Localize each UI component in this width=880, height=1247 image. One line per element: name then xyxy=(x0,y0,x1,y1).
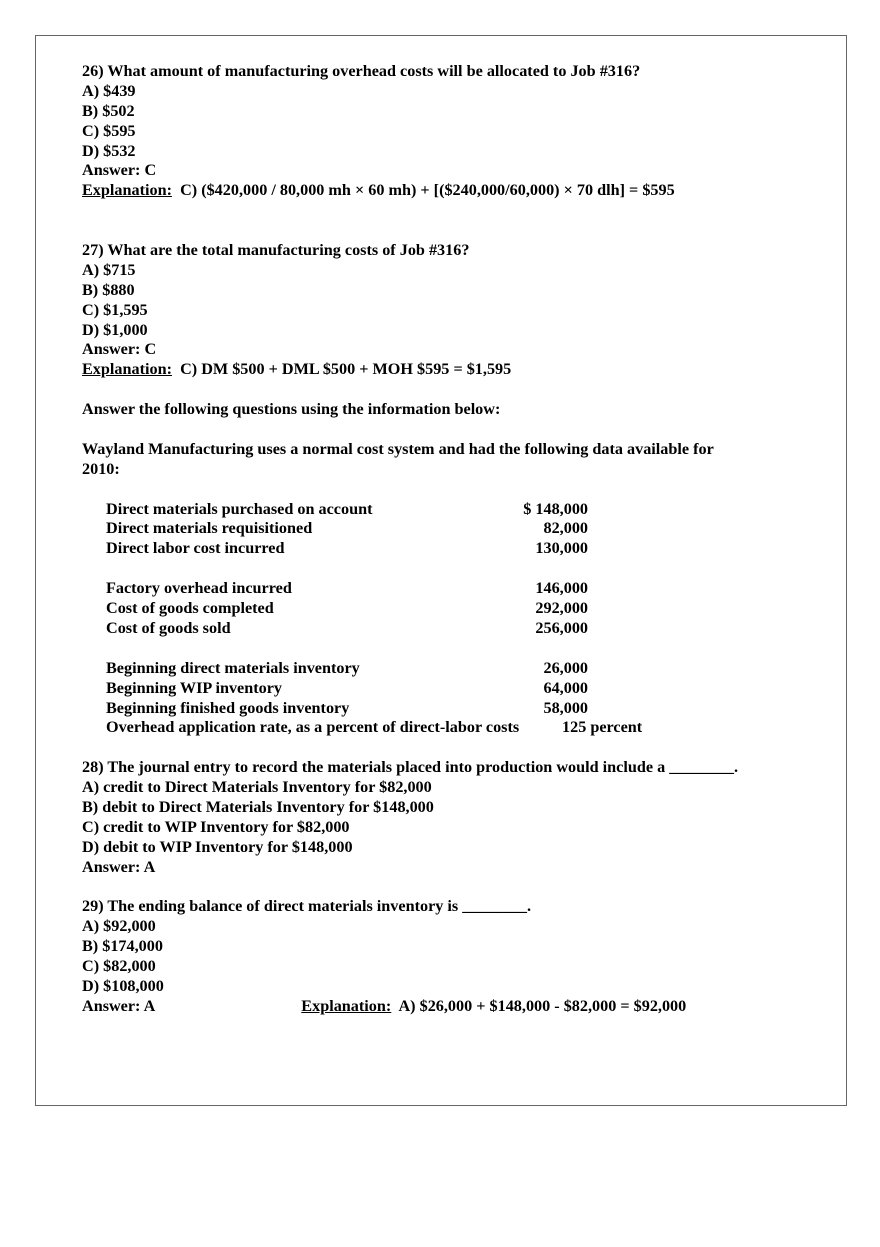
answer: Answer: A xyxy=(82,857,156,876)
explanation-text: A) $26,000 + $148,000 - $82,000 = $92,000 xyxy=(398,996,687,1015)
option-a: A) $92,000 xyxy=(82,917,156,936)
table-row xyxy=(82,679,822,699)
question-text: 27) What are the total manufacturing costs of Job #316? xyxy=(82,241,470,260)
row-label: Cost of goods completed xyxy=(106,599,274,618)
table-row xyxy=(82,659,822,679)
row-value: 146,000 xyxy=(535,579,588,598)
row-value: 256,000 xyxy=(535,618,588,637)
option-c: C) $82,000 xyxy=(82,957,156,976)
row-value: 82,000 xyxy=(543,519,588,538)
row-label: Beginning finished goods inventory xyxy=(106,698,350,717)
question-29 xyxy=(82,897,822,1016)
explanation xyxy=(82,360,822,380)
option-c: C) $1,595 xyxy=(82,300,148,319)
explanation-text: C) DM $500 + DML $500 + MOH $595 = $1,595 xyxy=(180,360,512,379)
option-b: B) debit to Direct Materials Inventory for $148,000 xyxy=(82,797,434,816)
row-value: 292,000 xyxy=(535,599,588,618)
row-value: 130,000 xyxy=(535,539,588,558)
option-b: B) $502 xyxy=(82,101,135,120)
option-c: C) $595 xyxy=(82,121,136,140)
explanation-label: Explanation: xyxy=(82,181,172,200)
answer: Answer: C xyxy=(82,161,157,180)
instructions: Answer the following questions using the information below: xyxy=(82,400,501,419)
row-value: 26,000 xyxy=(543,658,588,677)
question-text: 29) The ending balance of direct materials inventory is ________. xyxy=(82,897,532,916)
option-d: D) $1,000 xyxy=(82,320,148,339)
option-a: A) $715 xyxy=(82,260,136,279)
table-row xyxy=(82,519,822,539)
explanation xyxy=(82,181,822,201)
row-label: Direct materials purchased on account xyxy=(106,499,373,518)
option-a: A) credit to Direct Materials Inventory for $82,000 xyxy=(82,778,432,797)
table-row xyxy=(82,619,822,639)
table-row xyxy=(82,539,822,559)
row-label: Direct materials requisitioned xyxy=(106,519,313,538)
table-row xyxy=(82,579,822,599)
question-26 xyxy=(82,62,822,201)
row-value: $ 148,000 xyxy=(523,499,588,518)
option-d: D) $108,000 xyxy=(82,976,164,995)
answer: Answer: A xyxy=(82,996,156,1015)
table-row xyxy=(82,699,822,719)
overhead-rate-row xyxy=(82,718,822,738)
table-row xyxy=(82,599,822,619)
row-label: Factory overhead incurred xyxy=(106,579,292,598)
scenario-line-2: 2010: xyxy=(82,459,120,478)
explanation-text: C) ($420,000 / 80,000 mh × 60 mh) + [($240,000/60,000) × 70 dlh] = $595 xyxy=(180,181,675,200)
row-label: Cost of goods sold xyxy=(106,618,231,637)
option-a: A) $439 xyxy=(82,81,136,100)
question-text: 26) What amount of manufacturing overhead costs will be allocated to Job #316? xyxy=(82,62,641,80)
answer: Answer: C xyxy=(82,340,157,359)
explanation-label: Explanation: xyxy=(82,360,172,379)
option-d: D) debit to WIP Inventory for $148,000 xyxy=(82,837,353,856)
answer-explanation-line xyxy=(82,997,822,1017)
question-28 xyxy=(82,758,822,877)
question-text: 28) The journal entry to record the materials placed into production would include a ________. xyxy=(82,758,739,777)
row-label: Overhead application rate, as a percent of direct-labor costs xyxy=(106,718,520,737)
row-value: 58,000 xyxy=(543,698,588,717)
option-c: C) credit to WIP Inventory for $82,000 xyxy=(82,817,350,836)
row-label: Direct labor cost incurred xyxy=(106,539,285,558)
option-b: B) $174,000 xyxy=(82,937,163,956)
row-label: Beginning WIP inventory xyxy=(106,678,282,697)
question-27 xyxy=(82,241,822,380)
option-d: D) $532 xyxy=(82,141,136,160)
table-row xyxy=(82,500,822,520)
row-value: 64,000 xyxy=(543,678,588,697)
data-table xyxy=(82,500,822,739)
row-value: 125 percent xyxy=(562,718,643,737)
document-content xyxy=(82,62,822,1017)
row-label: Beginning direct materials inventory xyxy=(106,658,360,677)
scenario-line-1: Wayland Manufacturing uses a normal cost system and had the following data available for xyxy=(82,439,714,458)
explanation-label: Explanation: xyxy=(301,996,392,1015)
option-b: B) $880 xyxy=(82,280,135,299)
